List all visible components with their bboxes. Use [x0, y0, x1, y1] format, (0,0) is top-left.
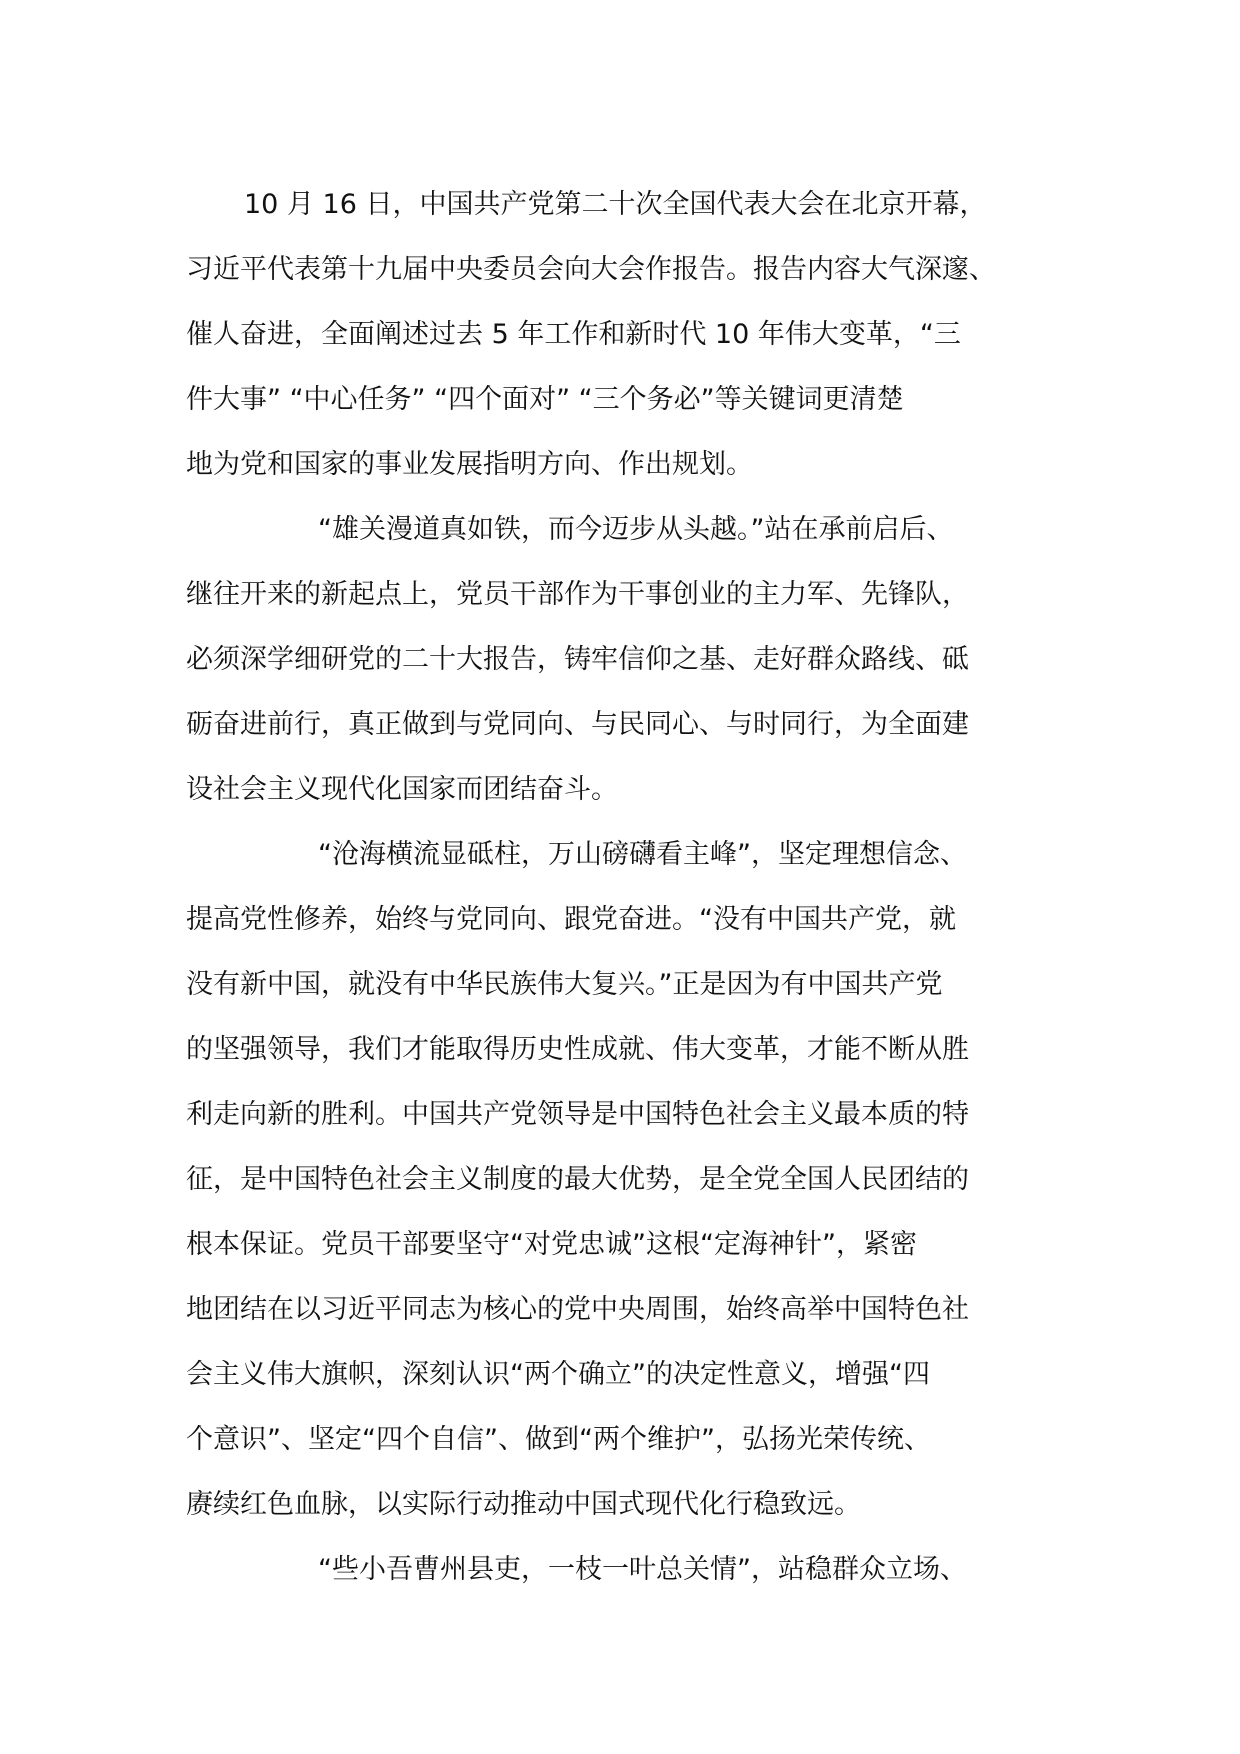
text-line: 没有新中国，就没有中华民族伟大复兴。”正是因为有中国共产党 [186, 969, 943, 1000]
text-line: 设社会主义现代化国家而团结奋斗。 [186, 774, 618, 805]
text-line: 征，是中国特色社会主义制度的最大优势，是全党全国人民团结的 [186, 1164, 969, 1195]
text-line: 砺奋进前行，真正做到与党同向、与民同心、与时同行，为全面建 [186, 709, 969, 740]
text-line: 催人奋进，全面阐述过去 5 年工作和新时代 10 年伟大变革，“三 [186, 319, 961, 350]
text-line: 习近平代表第十九届中央委员会向大会作报告。报告内容大气深邃、 [186, 254, 996, 285]
text-line: 的坚强领导，我们才能取得历史性成就、伟大变革，才能不断从胜 [186, 1034, 969, 1065]
text-line: “些小吾曹州县吏，一枝一叶总关情”，站稳群众立场、 [318, 1554, 967, 1585]
article-body [186, 172, 1066, 1602]
text-line: 会主义伟大旗帜，深刻认识“两个确立”的决定性意义，增强“四 [186, 1359, 930, 1390]
text-line: “雄关漫道真如铁，而今迈步从头越。”站在承前启后、 [318, 514, 954, 545]
text-line: 个意识”、坚定“四个自信”、做到“两个维护”，弘扬光荣传统、 [186, 1424, 931, 1455]
text-line: 必须深学细研党的二十大报告，铸牢信仰之基、走好群众路线、砥 [186, 644, 969, 675]
text-line: 继往开来的新起点上，党员干部作为干事创业的主力军、先锋队， [186, 579, 969, 610]
text-line: 地为党和国家的事业发展指明方向、作出规划。 [186, 449, 753, 480]
text-line: 件大事” “中心任务” “四个面对” “三个务必”等关键词更清楚 [186, 384, 904, 415]
text-line: 根本保证。党员干部要坚守“对党忠诚”这根“定海神针”，紧密 [186, 1229, 917, 1260]
text-line: 10 月 16 日，中国共产党第二十次全国代表大会在北京开幕， [244, 189, 987, 220]
text-line: 提高党性修养，始终与党同向、跟党奋进。“没有中国共产党，就 [186, 904, 956, 935]
text-line: 赓续红色血脉，以实际行动推动中国式现代化行稳致远。 [186, 1489, 861, 1520]
text-line: 利走向新的胜利。中国共产党领导是中国特色社会主义最本质的特 [186, 1099, 969, 1130]
text-line: 地团结在以习近平同志为核心的党中央周围，始终高举中国特色社 [186, 1294, 969, 1325]
text-line: “沧海横流显砥柱，万山磅礴看主峰”，坚定理想信念、 [318, 839, 967, 870]
